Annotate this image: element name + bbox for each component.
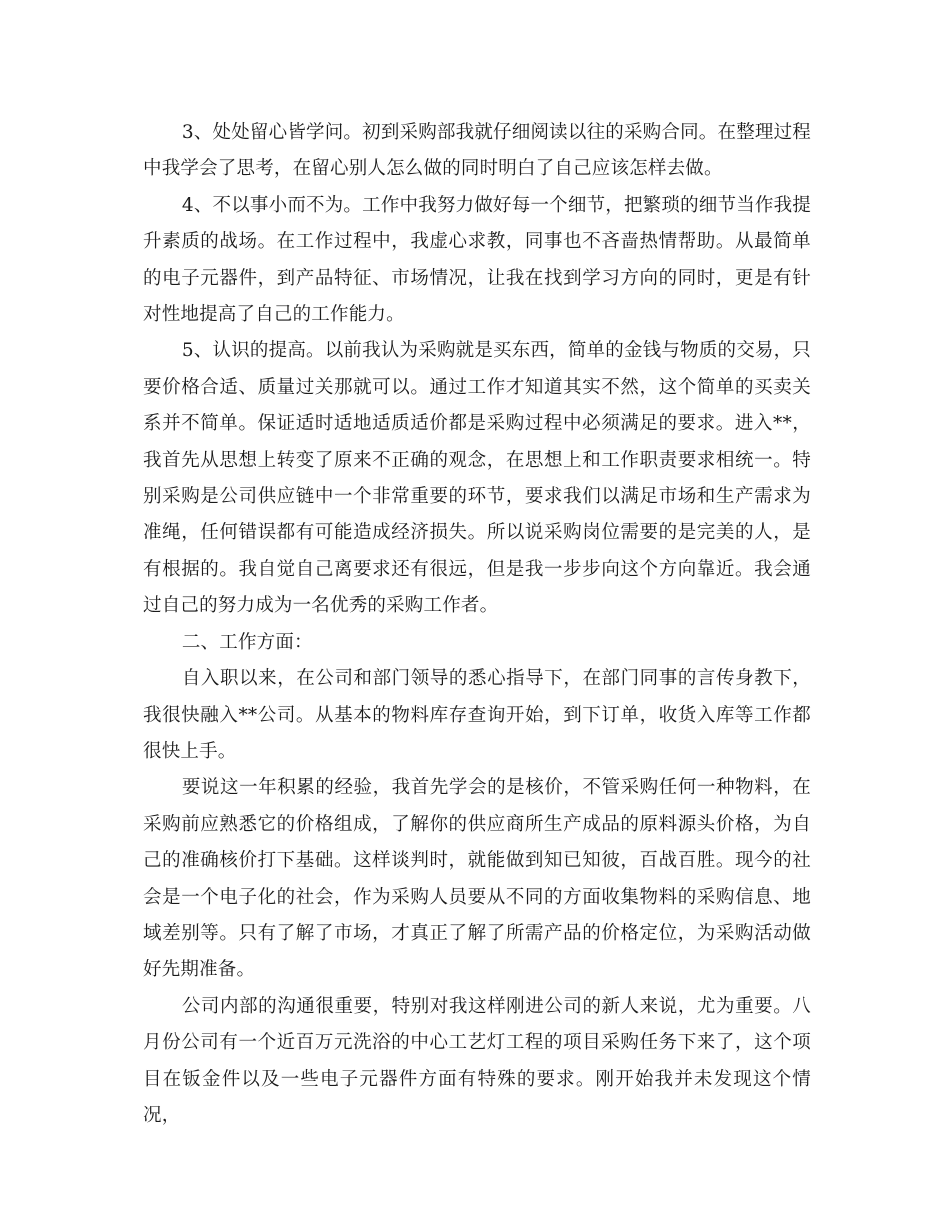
paragraph-item-4: 4、不以事小而不为。工作中我努力做好每一个细节，把繁琐的细节当作我提升素质的战场。在工作过程中，我虚心求教，同事也不吝啬热情帮助。从最简单的电子元器件，到产品特征、市场情况，让我在找到学习方向的同时，更是有针对性地提高了自己的工作能力。 (143, 194, 811, 326)
section-heading-work: 二、工作方面： (181, 631, 313, 653)
paragraph-onboarding: 自入职以来，在公司和部门领导的悉心指导下，在部门同事的言传身教下，我很快融入**公司。从基本的物料库存查询开始，到下订单，收货入库等工作都很快上手。 (143, 668, 811, 762)
paragraph-internal-communication: 公司内部的沟通很重要，特别对我这样刚进公司的新人来说，尤为重要。八月份公司有一个近百万元洗浴的中心工艺灯工程的项目采购任务下来了，这个项目在钣金件以及一些电子元器件方面有特殊的要求。刚开始我并未发现这个情况， (143, 995, 811, 1126)
paragraph-item-3: 3、处处留心皆学问。初到采购部我就仔细阅读以往的采购合同。在整理过程中我学会了思考，在留心别人怎么做的同时明白了自己应该怎样去做。 (143, 122, 811, 180)
paragraph-item-5: 5、认识的提高。以前我认为采购就是买东西，简单的金钱与物质的交易，只要价格合适、质量过关那就可以。通过工作才知道其实不然，这个简单的买卖关系并不简单。保证适时适地适质适价都是采购过程中必须满足的要求。进入**，我首先从思想上转变了原来不正确的观念，在思想上和工作职责要求相统一。特别采购是公司供应链中一个非常重要的环节，要求我们以满足市场和生产需求为准绳，任何错误都有可能造成经济损失。所以说采购岗位需要的是完美的人，是有根据的。我自觉自己离要求还有很远，但是我一步步向这个方向靠近。我会通过自己的努力成为一名优秀的采购工作者。 (143, 340, 811, 617)
document-body (143, 115, 811, 1134)
paragraph-pricing-experience: 要说这一年积累的经验，我首先学会的是核价，不管采购任何一种物料，在采购前应熟悉它的价格组成，了解你的供应商所生产成品的原料源头价格，为自己的准确核价打下基础。这样谈判时，就能做到知已知彼，百战百胜。现今的社会是一个电子化的社会，作为采购人员要从不同的方面收集物料的采购信息、地域差别等。只有了解了市场，才真正了解了所需产品的价格定位，为采购活动做好先期准备。 (143, 777, 811, 981)
